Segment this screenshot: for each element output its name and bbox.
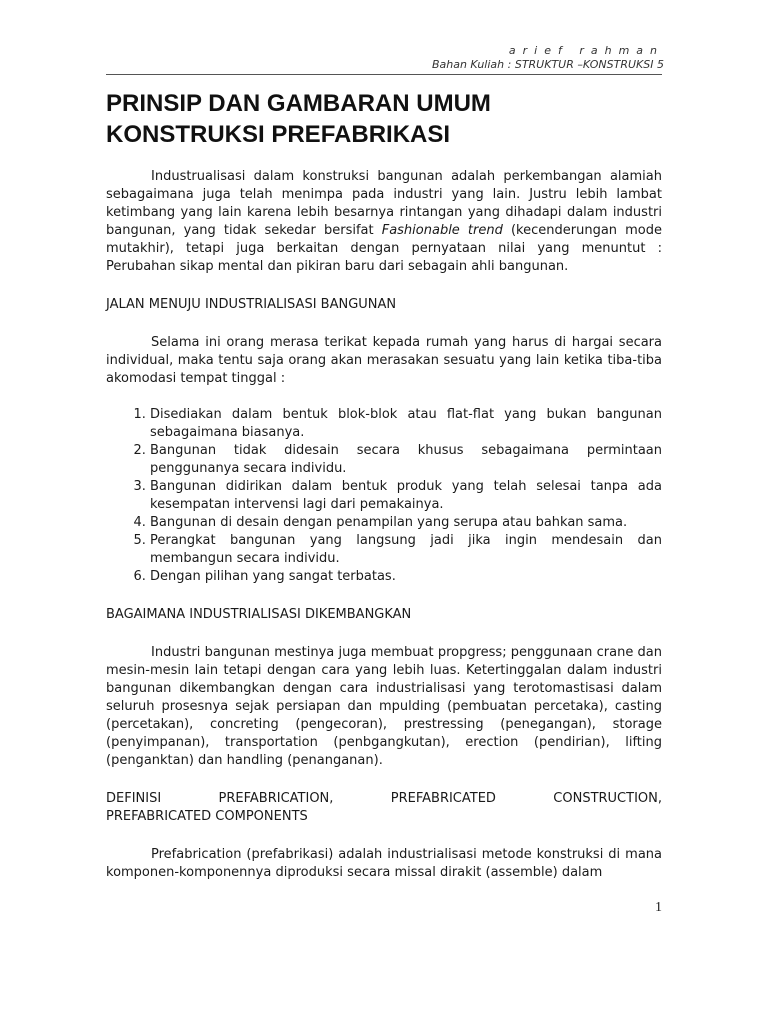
document-body bbox=[106, 168, 662, 882]
section-heading-jalan: JALAN MENUJU INDUSTRIALISASI BANGUNAN bbox=[106, 297, 397, 312]
header-rule bbox=[106, 74, 662, 75]
list-item: 3. Bangunan didirikan dalam bentuk produk yang telah selesai tanpa ada kesempatan intervensi lagi dari pemakainya. bbox=[150, 478, 662, 514]
page-title bbox=[106, 88, 662, 150]
intro-emphasis: Fashionable trend bbox=[381, 223, 503, 238]
intro-text-before: Industrualisasi dalam konstruksi bangunan adalah perkembangan alamiah sebagaimana juga telah menimpa pada industri yang lain. Justru lebih lambat ketimbang yang lain karena lebih besarnya rintangan yang dihadapi dalam industri bangunan, yang tidak sekedar bersifat bbox=[106, 169, 662, 238]
list-item: 4. Bangunan di desain dengan penampilan yang serupa atau bahkan sama. bbox=[150, 514, 662, 532]
title-line-2: KONSTRUKSI PREFABRIKASI bbox=[106, 121, 451, 148]
list-item: 5. Perangkat bangunan yang langsung jadi jika ingin mendesain dan membangun secara individu. bbox=[150, 532, 662, 568]
intro-paragraph bbox=[106, 168, 662, 276]
list-item: 1. Disediakan dalam bentuk blok-blok atau flat-flat yang bukan bangunan sebagaimana biasanya. bbox=[150, 406, 662, 442]
title-line-1: PRINSIP DAN GAMBARAN UMUM bbox=[106, 90, 491, 117]
section2-paragraph: Industri bangunan mestinya juga membuat propgress; penggunaan crane dan mesin-mesin lain tetapi dengan cara yang lebih luas. Ketertinggalan dalam industri bangunan dikembangkan dengan cara industrialisasi yang terotomastisasi dalam seluruh prosesnya sejak persiapan dan mpulding (pembuatan percetaka), casting (percetakan), concreting (pengecoran), prestressing (penegangan), storage (penyimpanan), transportation (penbgangkutan), erection (pendirian), lifting (penganktan) dan handling (penanganan). bbox=[106, 645, 662, 768]
section1-paragraph: Selama ini orang merasa terikat kepada rumah yang harus di hargai secara individual, maka tentu saja orang akan merasakan sesuatu yang lain ketika tiba-tiba akomodasi tempat tinggal : bbox=[106, 335, 662, 386]
section-heading-definisi: DEFINISI PREFABRICATION, PREFABRICATED CONSTRUCTION, bbox=[106, 791, 662, 806]
page-number: 1 bbox=[655, 900, 662, 915]
header-course: Bahan Kuliah : STRUKTUR –KONSTRUKSI 5 bbox=[431, 58, 664, 71]
intro-text-after: (kecenderungan mode mutakhir), tetapi juga berkaitan dengan pernyataan nilai yang menuntut : Perubahan sikap mental dan pikiran baru dari sebagain ahli bangunan. bbox=[106, 223, 663, 274]
section-heading-bagaimana: BAGAIMANA INDUSTRIALISASI DIKEMBANGKAN bbox=[106, 607, 412, 622]
list-item: 6. Dengan pilihan yang sangat terbatas. bbox=[150, 568, 662, 586]
list-item: 2. Bangunan tidak didesain secara khusus sebagaimana permintaan penggunanya secara individu. bbox=[150, 442, 662, 478]
header-author: arief rahman bbox=[508, 44, 664, 57]
numbered-list bbox=[106, 406, 662, 586]
section-heading-definisi-line2: PREFABRICATED COMPONENTS bbox=[106, 809, 308, 824]
section3-paragraph: Prefabrication (prefabrikasi) adalah industrialisasi metode konstruksi di mana komponen-komponennya diproduksi secara missal dirakit (assemble) dalam bbox=[106, 847, 662, 880]
